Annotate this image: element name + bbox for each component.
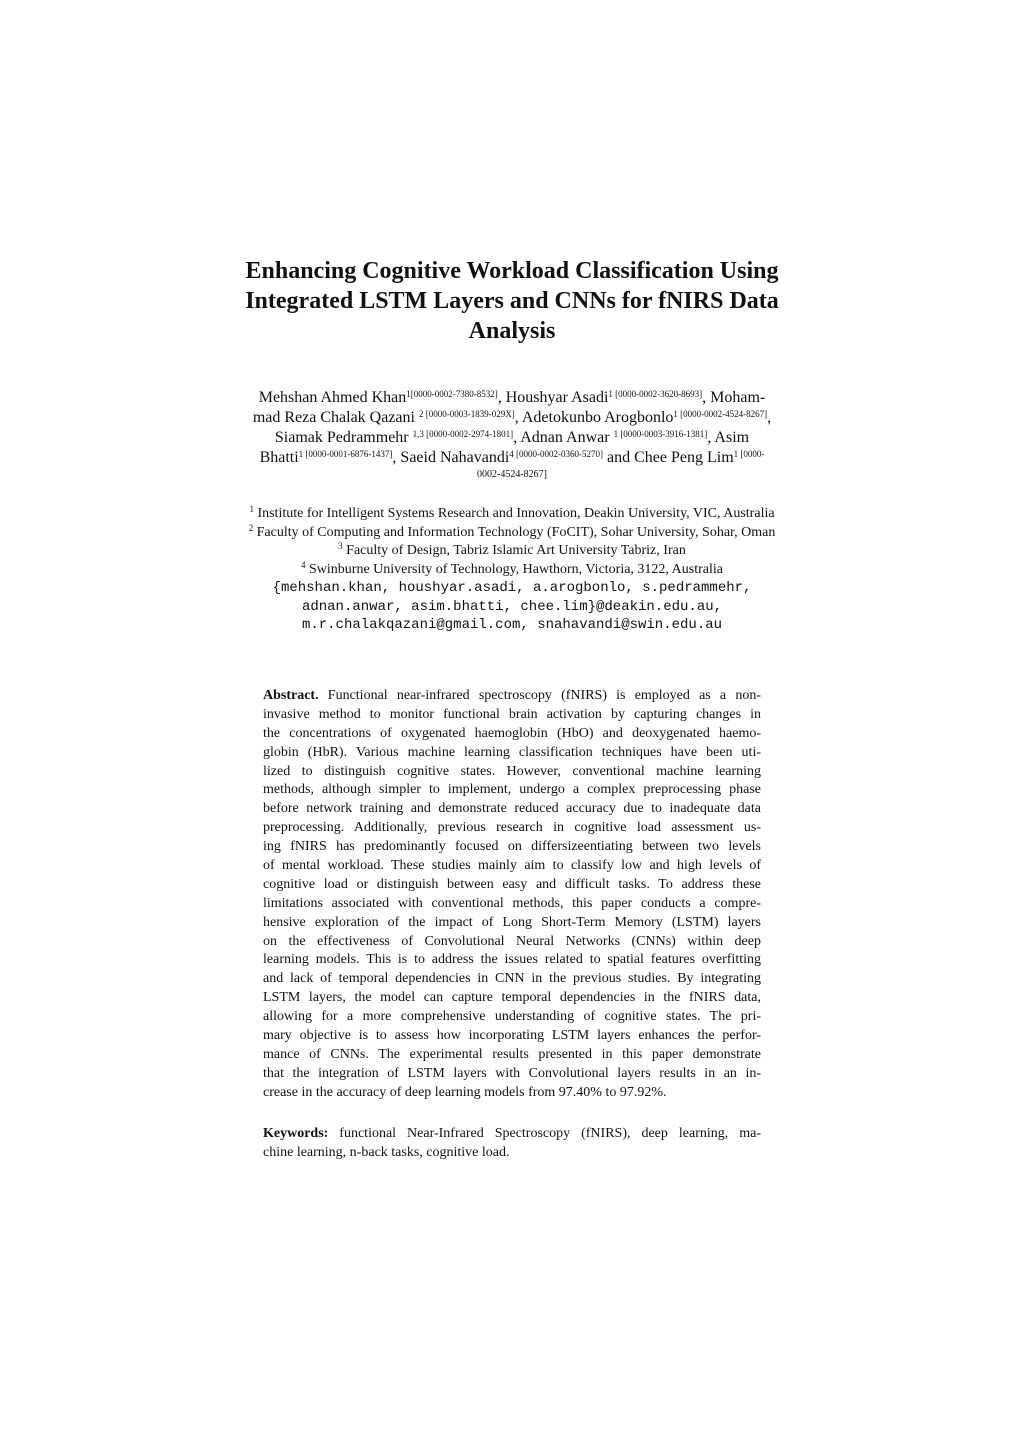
- affiliation-number: 3: [338, 541, 343, 552]
- author-name: and Chee Peng Lim: [603, 449, 734, 466]
- author-separator: ,: [767, 409, 772, 426]
- abstract-line: on the effectiveness of Convolutional Neural Networks (CNNs) within deep: [263, 933, 761, 949]
- author-line: [212, 448, 812, 468]
- author-orcid: 1 [0000-0002-4524-8267]: [673, 409, 768, 420]
- abstract-line: [263, 687, 761, 706]
- abstract-line: globin (HbR). Various machine learning classification techniques have been uti-: [263, 744, 761, 760]
- abstract-line: ing fNIRS has predominantly focused on differsizeentiating between two levels: [263, 839, 761, 855]
- affiliation-line: [200, 561, 824, 580]
- email-line: {mehshan.khan, houshyar.asadi, a.arogbonlo, s.pedrammehr,: [272, 580, 752, 596]
- author-line: [212, 408, 812, 428]
- author-orcid: 1 [0000-: [733, 449, 765, 460]
- abstract-line: mary objective is to assess how incorporating LSTM layers enhances the perfor-: [263, 1028, 761, 1044]
- author-orcid: 1[0000-0002-7380-8532]: [406, 389, 498, 400]
- author-orcid: 1 [0000-0002-3620-8693]: [608, 389, 703, 400]
- title-line: Enhancing Cognitive Workload Classification Using: [245, 258, 779, 284]
- abstract-line: of mental workload. These studies mainly aim to classify low and high levels of: [263, 858, 761, 874]
- author-name: , Adetokunbo Arogbonlo: [514, 409, 674, 426]
- author-name: Siamak Pedrammehr: [274, 429, 413, 446]
- abstract-label: Abstract.: [263, 688, 319, 703]
- keywords-text: functional Near-Infrared Spectroscopy (fNIRS), deep learning, ma-: [328, 1126, 761, 1141]
- keywords-line: chine learning, n-back tasks, cognitive load.: [263, 1144, 510, 1160]
- affiliation-number: 4: [301, 559, 306, 570]
- abstract-line: learning models. This is to address the issues related to spatial features overfitting: [263, 952, 761, 968]
- abstract: [263, 687, 761, 1103]
- title-line: Analysis: [468, 318, 556, 344]
- keywords: [263, 1125, 761, 1163]
- author-name: Bhatti: [259, 449, 299, 466]
- abstract-line: and lack of temporal dependencies in CNN in the previous studies. By integrating: [263, 971, 761, 987]
- email-line: m.r.chalakqazani@gmail.com, snahavandi@swin.edu.au: [301, 617, 723, 633]
- abstract-line: crease in the accuracy of deep learning models from 97.40% to 97.92%.: [263, 1084, 667, 1100]
- author-orcid: 1 [0000-0001-6876-1437]: [298, 449, 393, 460]
- paper-title: [200, 256, 824, 346]
- affiliation-number: 2: [248, 522, 254, 533]
- abstract-line: that the integration of LSTM layers with Convolutional layers results in an in-: [263, 1065, 761, 1081]
- author-orcid: 1,3 [0000-0002-2974-1801]: [412, 429, 514, 440]
- abstract-line: hensive exploration of the impact of Long Short-Term Memory (LSTM) layers: [263, 914, 761, 930]
- abstract-line: the concentrations of oxygenated haemoglobin (HbO) and deoxygenated haemo-: [263, 725, 761, 741]
- affiliation-line: [200, 542, 824, 561]
- affiliation-text: Swinburne University of Technology, Hawthorn, Victoria, 3122, Australia: [305, 561, 723, 577]
- email-line: adnan.anwar, asim.bhatti, chee.lim}@deakin.edu.au,: [301, 598, 723, 615]
- abstract-line: preprocessing. Additionally, previous research in cognitive load assessment us-: [263, 820, 761, 836]
- author-orcid: 4 [0000-0002-0360-5270]: [509, 449, 604, 460]
- author-orcid: 1 [0000-0003-3916-1381]: [613, 429, 708, 440]
- abstract-line: methods, although simpler to implement, undergo a complex preprocessing phase: [263, 782, 761, 798]
- affiliation-number: 1: [249, 504, 254, 515]
- author-name: , Adnan Anwar: [513, 429, 614, 446]
- abstract-line: limitations associated with conventional methods, this paper conducts a compre-: [263, 895, 761, 911]
- affiliation-line: [200, 524, 824, 543]
- author-name: mad Reza Chalak Qazani: [252, 409, 419, 426]
- keywords-line: [263, 1125, 761, 1144]
- abstract-line: mance of CNNs. The experimental results presented in this paper demonstrate: [263, 1046, 761, 1062]
- abstract-line: before network training and demonstrate reduced accuracy due to inadequate data: [263, 801, 761, 817]
- affiliation-text: Faculty of Design, Tabriz Islamic Art University Tabriz, Iran: [342, 543, 686, 558]
- title-line: Integrated LSTM Layers and CNNs for fNIRS Data: [245, 288, 779, 314]
- author-name: , Moham-: [702, 389, 766, 406]
- abstract-line: allowing for a more comprehensive understanding of cognitive states. The pri-: [263, 1009, 761, 1025]
- author-orcid-continuation: 0002-4524-8267]: [477, 469, 547, 480]
- author-line: [212, 388, 812, 408]
- keywords-label: Keywords:: [263, 1126, 329, 1141]
- author-name: Mehshan Ahmed Khan: [258, 389, 407, 406]
- author-name: , Asim: [707, 429, 750, 446]
- affiliation-text: Institute for Intelligent Systems Research and Innovation, Deakin University, VIC, Australia: [253, 506, 775, 521]
- affiliation-text: Faculty of Computing and Information Technology (FoCIT), Sohar University, Sohar, Oman: [253, 524, 776, 540]
- affiliation-block: [200, 505, 824, 635]
- author-line: [212, 428, 812, 448]
- abstract-line: invasive method to monitor functional brain activation by capturing changes in: [263, 706, 761, 722]
- abstract-line: cognitive load or distinguish between easy and difficult tasks. To address these: [263, 876, 761, 892]
- author-name: , Houshyar Asadi: [497, 389, 609, 406]
- author-orcid: 2 [0000-0003-1839-029X]: [418, 409, 515, 420]
- author-name: , Saeid Nahavandi: [392, 449, 510, 466]
- abstract-text: Functional near-infrared spectroscopy (fNIRS) is employed as a non-: [318, 688, 761, 703]
- affiliation-line: [200, 505, 824, 524]
- abstract-line: LSTM layers, the model can capture temporal dependencies in the fNIRS data,: [263, 990, 761, 1006]
- abstract-line: lized to distinguish cognitive states. However, conventional machine learning: [263, 763, 761, 779]
- author-list: [212, 388, 812, 482]
